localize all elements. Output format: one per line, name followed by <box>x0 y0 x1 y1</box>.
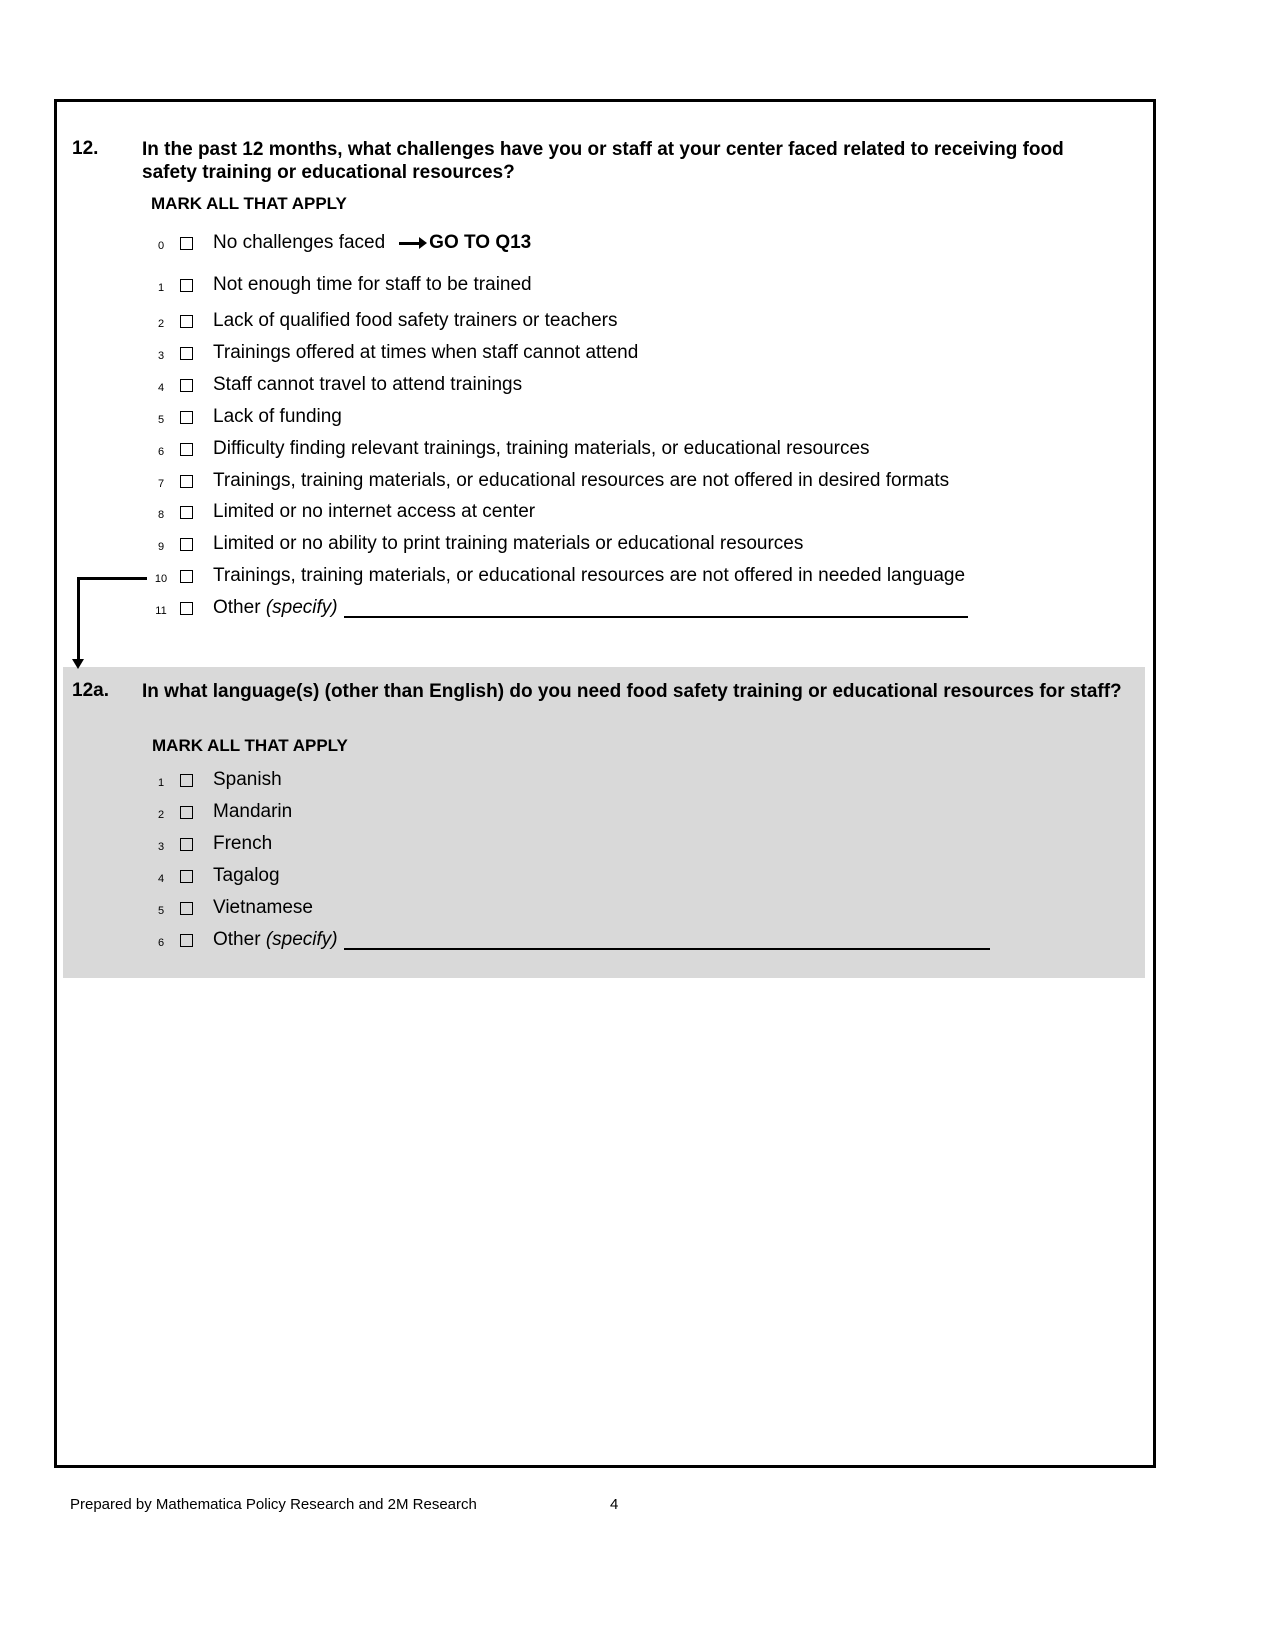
checkbox[interactable] <box>180 870 193 883</box>
instruction: MARK ALL THAT APPLY <box>152 736 348 755</box>
checkbox[interactable] <box>180 279 193 292</box>
checkbox[interactable] <box>180 538 193 551</box>
option-label: Other <box>213 597 261 618</box>
checkbox[interactable] <box>180 237 193 250</box>
checkbox[interactable] <box>180 379 193 392</box>
option-code: 11 <box>155 605 167 617</box>
option-code: 4 <box>157 382 165 394</box>
option-row <box>150 896 313 920</box>
option-row <box>150 341 638 365</box>
option-code: 9 <box>157 541 165 553</box>
option-code: 2 <box>157 318 165 330</box>
checkbox[interactable] <box>180 411 193 424</box>
option-label: Trainings, training materials, or educational resources are not offered in needed language <box>213 565 966 586</box>
option-code: 6 <box>157 446 165 458</box>
option-code: 1 <box>157 282 165 294</box>
option-row <box>150 273 532 297</box>
option-label: Difficulty finding relevant trainings, training materials, or educational resources <box>213 438 870 459</box>
option-label: No challenges faced <box>213 232 386 253</box>
question-text: In what language(s) (other than English) do you need food safety training or educational resources for staff? <box>142 681 1122 702</box>
option-code: 4 <box>157 873 165 885</box>
specify-label: (specify) <box>265 929 338 950</box>
option-label: Not enough time for staff to be trained <box>213 274 532 295</box>
skip-label: GO TO Q13 <box>429 232 532 253</box>
checkbox[interactable] <box>180 774 193 787</box>
question-number: 12. <box>72 138 99 159</box>
option-code: 1 <box>157 777 165 789</box>
option-row <box>150 437 870 461</box>
checkbox[interactable] <box>180 570 193 583</box>
checkbox[interactable] <box>180 347 193 360</box>
page-number: 4 <box>610 1496 619 1513</box>
skip-instruction <box>399 232 531 254</box>
option-code: 7 <box>157 478 165 490</box>
option-row <box>150 832 272 856</box>
option-code: 3 <box>157 350 165 362</box>
option-code: 2 <box>157 809 165 821</box>
option-label: Trainings, training materials, or educational resources are not offered in desired formats <box>213 470 950 491</box>
checkbox[interactable] <box>180 806 193 819</box>
option-row <box>150 231 531 255</box>
option-label: Trainings offered at times when staff cannot attend <box>213 342 639 363</box>
option-row <box>150 800 292 824</box>
question-number: 12a. <box>72 680 109 701</box>
option-row <box>150 373 522 397</box>
skip-arrow-line <box>77 577 147 580</box>
option-row <box>150 864 280 888</box>
option-label: French <box>213 833 273 854</box>
checkbox[interactable] <box>180 934 193 947</box>
checkbox[interactable] <box>180 475 193 488</box>
option-label: Limited or no ability to print training materials or educational resources <box>213 533 804 554</box>
arrow-right-icon <box>399 242 423 245</box>
option-label: Mandarin <box>213 801 293 822</box>
option-row <box>150 596 968 620</box>
footer-prepared-by: Prepared by Mathematica Policy Research and 2M Research <box>70 1496 477 1513</box>
checkbox[interactable] <box>180 902 193 915</box>
question-text: In the past 12 months, what challenges have you or staff at your center faced related to receiving food safety training or educational resources? <box>142 139 1064 183</box>
option-row <box>150 469 949 493</box>
checkbox[interactable] <box>180 443 193 456</box>
option-code: 5 <box>157 905 165 917</box>
arrow-down-icon <box>72 659 84 669</box>
option-code: 0 <box>157 240 165 252</box>
skip-arrow-line <box>77 577 80 661</box>
specify-input[interactable] <box>344 930 990 950</box>
option-row <box>150 405 342 429</box>
checkbox[interactable] <box>180 602 193 615</box>
option-row <box>150 768 282 792</box>
instruction: MARK ALL THAT APPLY <box>151 194 347 213</box>
option-label: Staff cannot travel to attend trainings <box>213 374 523 395</box>
option-code: 10 <box>154 573 168 585</box>
option-row <box>150 309 618 333</box>
option-row <box>150 564 965 588</box>
option-row <box>150 928 990 952</box>
checkbox[interactable] <box>180 315 193 328</box>
option-code: 6 <box>157 937 165 949</box>
option-label: Lack of qualified food safety trainers or teachers <box>213 310 618 331</box>
option-code: 3 <box>157 841 165 853</box>
checkbox[interactable] <box>180 506 193 519</box>
option-row <box>150 500 535 524</box>
option-code: 5 <box>157 414 165 426</box>
option-row <box>150 532 803 556</box>
option-label: Tagalog <box>213 865 280 886</box>
option-label: Vietnamese <box>213 897 313 918</box>
option-label: Limited or no internet access at center <box>213 501 536 522</box>
checkbox[interactable] <box>180 838 193 851</box>
specify-label: (specify) <box>265 597 338 618</box>
option-label: Lack of funding <box>213 406 342 427</box>
option-label: Other <box>213 929 261 950</box>
option-label: Spanish <box>213 769 282 790</box>
option-code: 8 <box>157 509 165 521</box>
specify-input[interactable] <box>344 598 968 618</box>
